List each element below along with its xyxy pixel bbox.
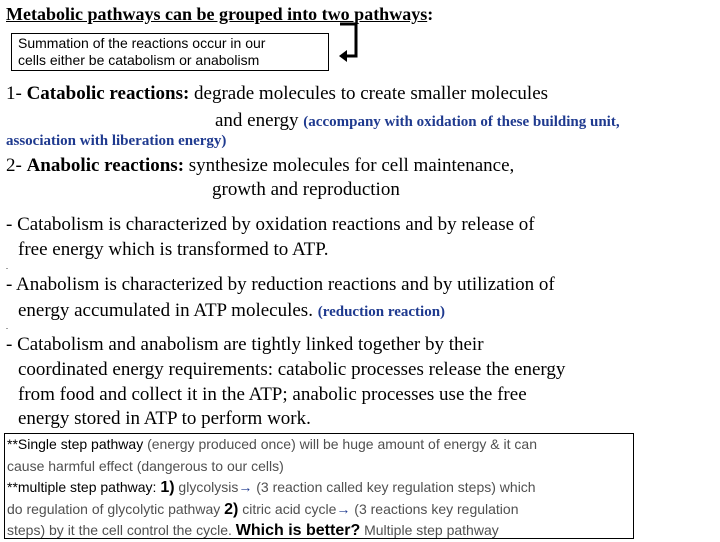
box-line-4 xyxy=(7,499,633,521)
box-line-3 xyxy=(7,477,633,499)
cell-control-text: steps) by it the cell control the cycle. xyxy=(7,522,236,538)
note-line-2: cells either be catabolism or anabolism xyxy=(18,52,260,68)
citric-steps-text: (3 reactions key regulation xyxy=(350,500,519,517)
single-step-text: (energy produced once) will be huge amount of energy & it can xyxy=(143,436,537,452)
bullet-3-line-2: coordinated energy requirements: catabolic processes release the energy xyxy=(18,359,566,380)
right-arrow-icon: → xyxy=(238,479,253,495)
catabolic-line-1 xyxy=(6,83,548,105)
title-text: Metabolic pathways can be grouped into two pathways xyxy=(6,4,428,24)
bullet-1-line-1: - Catabolism is characterized by oxidation reactions and by release of xyxy=(6,214,535,235)
bullet-1-line-2: free energy which is transformed to ATP. xyxy=(18,239,329,260)
regulation-text: do regulation of glycolytic pathway xyxy=(7,500,225,517)
catabolic-text-2: and energy xyxy=(215,110,304,131)
note-line-1: Summation of the reactions occur in our xyxy=(18,35,266,51)
single-step-label: **Single step pathway xyxy=(7,436,144,452)
anabolic-line-2: growth and reproduction xyxy=(212,179,400,200)
title-colon: : xyxy=(427,4,434,24)
catabolic-paren-2: association with liberation energy) xyxy=(6,133,227,149)
catabolic-line-2 xyxy=(215,110,620,132)
bracket-arrow-icon xyxy=(336,22,360,62)
bullet-3-line-1: - Catabolism and anabolism are tightly linked together by their xyxy=(6,334,484,355)
which-better-question: Which is better? xyxy=(235,522,361,539)
anabolic-text-1: synthesize molecules for cell maintenance, xyxy=(184,155,515,176)
bullet-2-line-1: - Anabolism is characterized by reduction reactions and by utilization of xyxy=(6,274,555,295)
catabolic-paren-1: (accompany with oxidation of these building unit, xyxy=(303,114,620,130)
bullet-3-line-3: from food and collect it in the ATP; anabolic processes use the free xyxy=(18,384,527,405)
box-line-2: cause harmful effect (dangerous to our cells) xyxy=(7,457,284,474)
bullet-3-line-4: energy stored in ATP to perform work. xyxy=(18,408,311,429)
answer-text: Multiple step pathway xyxy=(360,522,499,538)
box-line-1 xyxy=(7,434,633,456)
glycolysis-steps-text: (3 reaction called key regulation steps) which xyxy=(252,479,536,495)
citric-acid-text: citric acid cycle xyxy=(238,500,337,517)
separator-dot-1: . xyxy=(6,262,8,271)
summation-note-box xyxy=(11,33,329,71)
bullet-2-line-2 xyxy=(18,300,445,322)
step-number-1: 1) xyxy=(160,479,175,496)
step-number-2: 2) xyxy=(224,500,239,518)
catabolic-text-1: degrade molecules to create smaller molecules xyxy=(189,83,549,104)
bullet-2-paren: (reduction reaction) xyxy=(317,304,446,320)
multiple-step-label: **multiple step pathway: xyxy=(7,479,161,495)
box-line-5 xyxy=(7,520,633,542)
glycolysis-text: glycolysis xyxy=(174,479,239,495)
bullet-2-text-2: energy accumulated in ATP molecules. xyxy=(18,300,318,321)
pathway-comparison-box xyxy=(4,433,634,539)
right-arrow-icon: → xyxy=(336,500,351,517)
page-title xyxy=(6,4,433,25)
catabolic-label: Catabolic reactions: xyxy=(26,83,190,104)
catabolic-number: 1- xyxy=(6,83,27,104)
separator-dot-2: . xyxy=(6,322,8,331)
anabolic-line-1 xyxy=(6,155,514,177)
anabolic-label: Anabolic reactions: xyxy=(26,155,185,176)
anabolic-number: 2- xyxy=(6,155,27,176)
